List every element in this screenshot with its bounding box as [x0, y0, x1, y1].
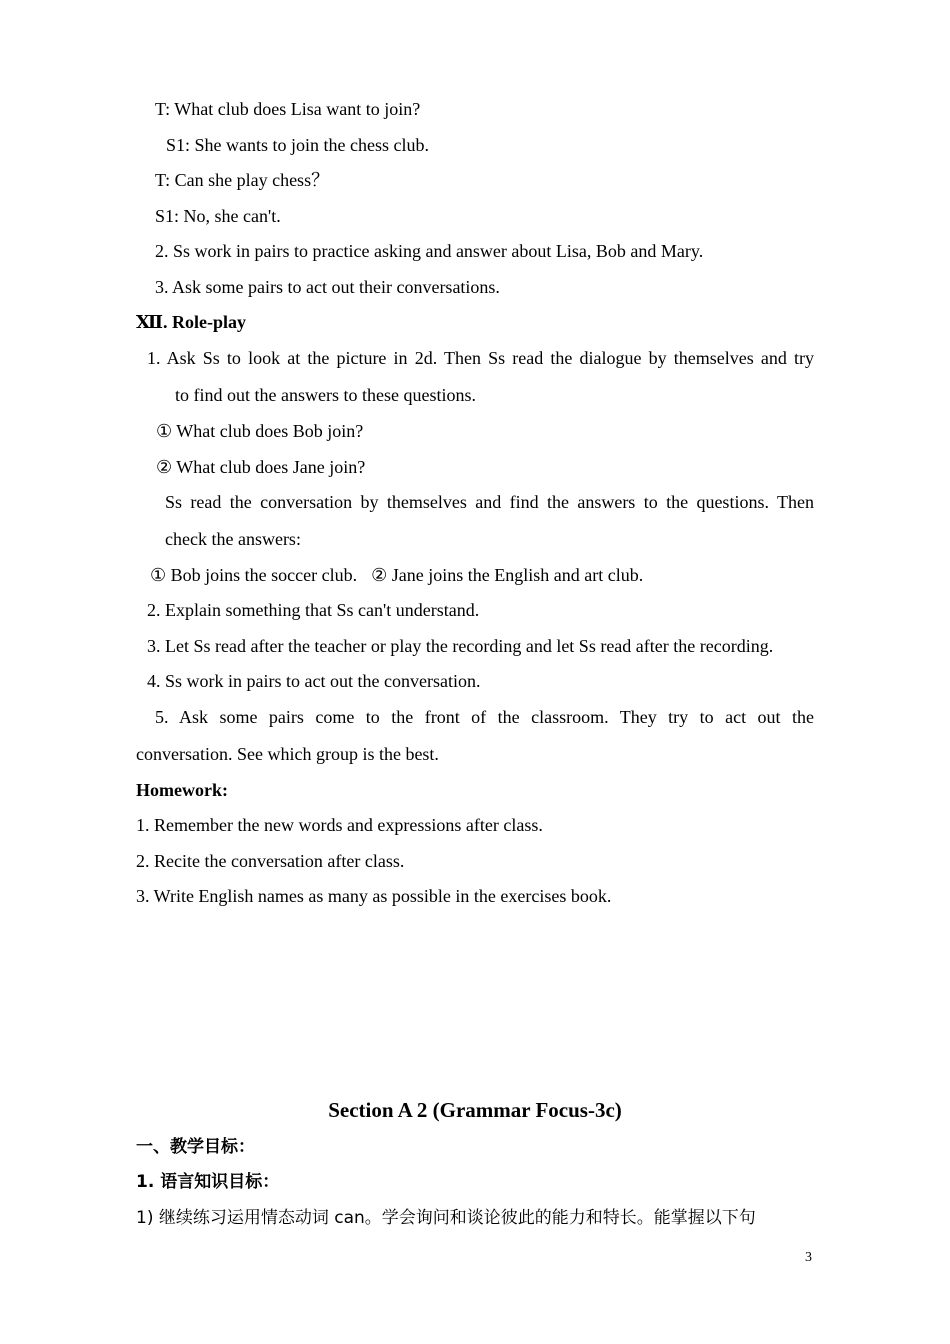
homework-item-2: 2. Recite the conversation after class. — [136, 851, 405, 871]
objectives-heading: 一、教学目标： — [136, 1137, 255, 1157]
answer-1: ① Bob joins the soccer club. — [150, 565, 358, 585]
answer-2: ② Jane joins the English and art club. — [371, 565, 644, 585]
read-instruction-line2: check the answers: — [165, 529, 301, 549]
section-title: Section A 2 (Grammar Focus-3c) — [328, 1098, 622, 1122]
read-instruction-line1: Ss read the conversation by themselves and find the answers to the questions. Then — [165, 492, 814, 512]
role-play-step5-line2: conversation. See which group is the best. — [136, 744, 439, 764]
dialogue-line-1: T: What club does Lisa want to join? — [155, 99, 421, 119]
role-play-step3: 3. Let Ss read after the teacher or play the recording and let Ss read after the recording. — [147, 636, 774, 656]
homework-item-1: 1. Remember the new words and expressions after class. — [136, 815, 543, 835]
pair-step-2: 2. Ss work in pairs to practice asking and answer about Lisa, Bob and Mary. — [155, 241, 704, 261]
role-play-heading: Ⅻ. Role-play — [136, 312, 247, 332]
knowledge-line-1: 1) 继续练习运用情态动词 can。学会询问和谈论彼此的能力和特长。能掌握以下句 — [136, 1208, 756, 1228]
homework-item-3: 3. Write English names as many as possible in the exercises book. — [136, 886, 612, 906]
role-play-step1-line2: to find out the answers to these questions. — [175, 385, 476, 405]
role-play-step5-line1: 5. Ask some pairs come to the front of the classroom. They try to act out the — [155, 707, 814, 727]
pair-step-3: 3. Ask some pairs to act out their conversations. — [155, 277, 500, 297]
role-play-step4: 4. Ss work in pairs to act out the conversation. — [147, 671, 481, 691]
question-2: ② What club does Jane join? — [156, 457, 366, 477]
dialogue-line-4: S1: No, she can't. — [155, 206, 281, 226]
role-play-step2: 2. Explain something that Ss can't understand. — [147, 600, 480, 620]
dialogue-line-2: S1: She wants to join the chess club. — [166, 135, 429, 155]
question-1: ① What club does Bob join? — [156, 421, 364, 441]
role-play-step1-line1: 1. Ask Ss to look at the picture in 2d. Then Ss read the dialogue by themselves and try — [147, 348, 814, 368]
answers-line — [150, 564, 643, 586]
page-number: 3 — [805, 1250, 812, 1265]
knowledge-heading: 1. 语言知识目标： — [136, 1172, 280, 1192]
homework-heading: Homework: — [136, 780, 228, 800]
dialogue-line-3: T: Can she play chess？ — [155, 170, 330, 190]
